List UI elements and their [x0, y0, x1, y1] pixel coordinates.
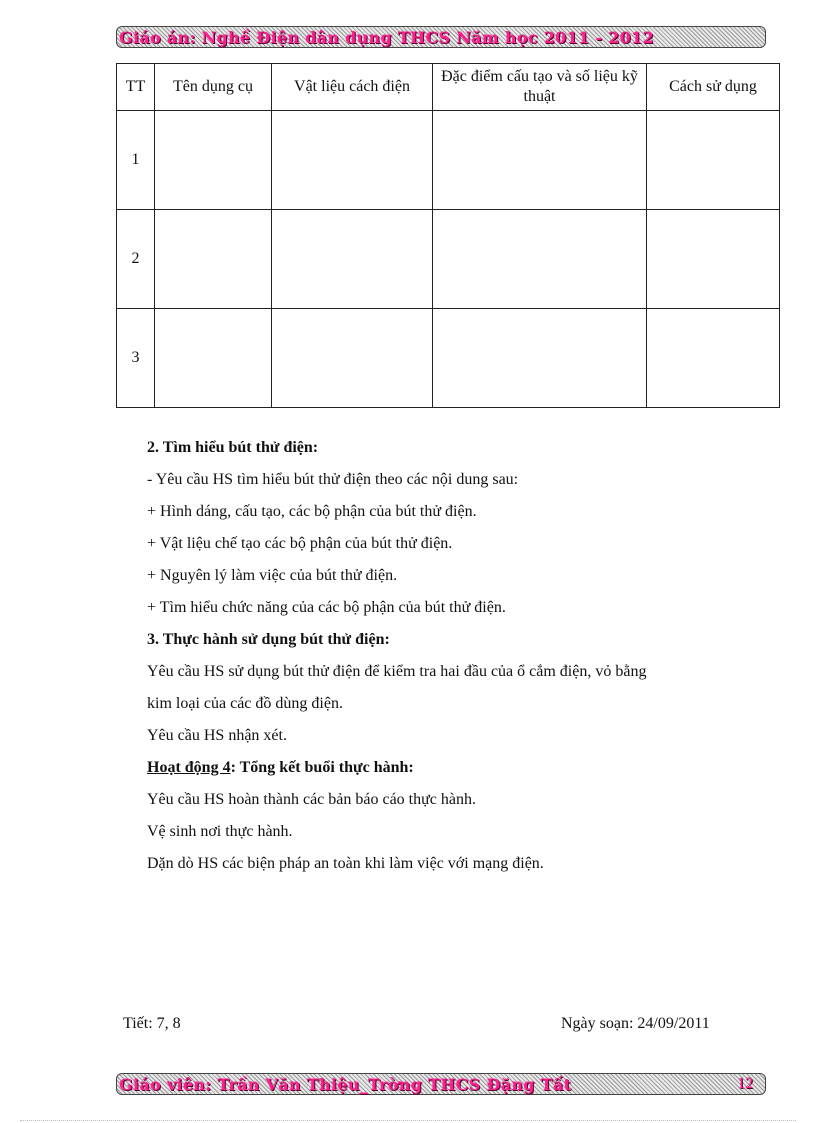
header-usage: Cách sử dụng [647, 64, 780, 111]
header-tt: TT [117, 64, 155, 111]
activity-4-line: Vệ sinh nơi thực hành. [147, 823, 293, 840]
header-insulating-material: Vật liệu cách điện [272, 64, 433, 111]
table-cell [272, 210, 433, 309]
prep-date: Ngày soạn: 24/09/2011 [561, 1015, 710, 1032]
activity-4-line: Dặn dò HS các biện pháp an toàn khi làm việc với mạng điện. [147, 855, 544, 872]
table-cell [433, 111, 647, 210]
row-number: 3 [117, 309, 155, 408]
activity-4-title: : Tổng kết buổi thực hành: [230, 759, 414, 776]
page-bottom-divider [20, 1120, 796, 1121]
section-3-line: kim loại của các đồ dùng điện. [147, 695, 343, 712]
header-banner [116, 26, 766, 48]
section-3-line: Yêu cầu HS nhận xét. [147, 727, 287, 744]
section-3-heading: 3. Thực hành sử dụng bút thử điện: [147, 631, 390, 648]
header-structure-specs: Đặc điểm cấu tạo và số liệu kỹ thuật [433, 64, 647, 111]
section-2-item: + Vật liệu chế tạo các bộ phận của bút thử điện. [147, 535, 453, 552]
lesson-content [147, 432, 787, 880]
page-number: 12 [737, 1075, 753, 1092]
section-2-item: + Tìm hiểu chức năng của các bộ phận của bút thử điện. [147, 599, 506, 616]
activity-4-label: Hoạt động 4 [147, 759, 231, 776]
table-cell [433, 309, 647, 408]
table-row [117, 309, 780, 408]
row-number: 1 [117, 111, 155, 210]
footer-banner [116, 1073, 766, 1095]
section-2-item: + Nguyên lý làm việc của bút thử điện. [147, 567, 398, 584]
table-cell [647, 111, 780, 210]
table-cell [647, 210, 780, 309]
activity-4-line: Yêu cầu HS hoàn thành các bản báo cáo thực hành. [147, 791, 476, 808]
table-cell [647, 309, 780, 408]
section-2-heading: 2. Tìm hiểu bút thử điện: [147, 439, 319, 456]
section-3-line: Yêu cầu HS sử dụng bút thử điện để kiểm tra hai đầu của ổ cắm điện, vỏ bằng [147, 663, 647, 680]
header-banner-text: Giáo án: Nghề Điện dân dụng THCS Năm học 2011 - 2012 [119, 28, 654, 47]
section-2-item: + Hình dáng, cấu tạo, các bộ phận của bút thử điện. [147, 503, 477, 520]
table-cell [155, 309, 272, 408]
table-cell [155, 111, 272, 210]
tools-table [116, 63, 780, 408]
footer-banner-text: Giáo viên: Trần Văn Thiệu_Trờng THCS Đặng Tất [119, 1075, 572, 1094]
activity-4-heading [147, 752, 787, 784]
table-cell [155, 210, 272, 309]
table-row [117, 210, 780, 309]
table-cell [272, 111, 433, 210]
table-header-row [117, 64, 780, 111]
table-cell [272, 309, 433, 408]
lesson-period: Tiết: 7, 8 [123, 1015, 181, 1032]
header-tool-name: Tên dụng cụ [155, 64, 272, 111]
table-cell [433, 210, 647, 309]
section-2-intro: - Yêu cầu HS tìm hiểu bút thử điện theo các nội dung sau: [147, 471, 519, 488]
table-row [117, 111, 780, 210]
row-number: 2 [117, 210, 155, 309]
